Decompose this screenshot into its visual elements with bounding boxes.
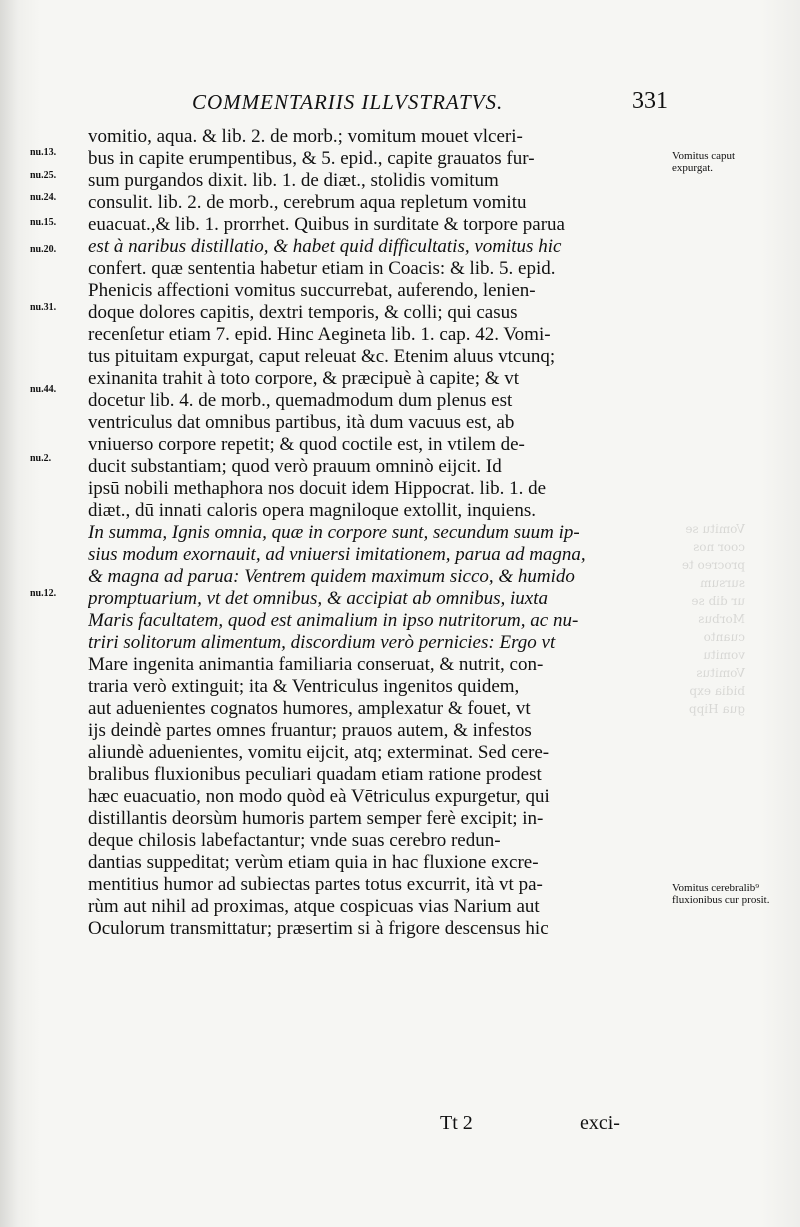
text-line: hæc euacuatio, non modo quòd eà Vētriculus expurgetur, qui [88, 786, 550, 807]
text-line: confert. quæ sententia habetur etiam in Coacis: & lib. 5. epid. [88, 258, 556, 279]
text-line: distillantis deorsùm humoris partem semper ferè excipit; in- [88, 808, 544, 829]
text-line: ducit substantiam; quod verò prauum omninò eijcit. Id [88, 456, 502, 477]
side-note: Vomitus caput expurgat. [672, 150, 736, 174]
text-line: est à naribus distillatio, & habet quid difficultatis, vomitus hic [88, 236, 562, 257]
margin-references [0, 0, 85, 1227]
bleed-through-text: Vomitu se coor nos procreo te sursum ur dib se Morbus cuanto vomitu Vomitus bidia exp gua Hipp [681, 522, 745, 716]
text-line: diæt., dū innati caloris opera magniloque extollit, inquiens. [88, 500, 537, 521]
text-line: docetur lib. 4. de morb., quemadmodum dum plenus est [88, 390, 513, 411]
margin-ref: nu.44. [30, 384, 57, 395]
text-line: mentitius humor ad subiectas partes totus excurrit, ità vt pa- [88, 874, 543, 895]
text-line: rùm aut nihil ad proximas, atque cospicuas vias Narium aut [88, 896, 540, 917]
margin-ref: nu.25. [30, 170, 57, 181]
text-line: aliundè aduenientes, vomitu eijcit, atq; exterminat. Sed cere- [88, 742, 550, 763]
text-line: consulit. lib. 2. de morb., cerebrum aqua repletum vomitu [88, 192, 527, 213]
margin-ref: nu.13. [30, 147, 57, 158]
text-line: triri solitorum alimentum, discordium verò pernicies: Ergo vt [88, 632, 556, 653]
text-line: Mare ingenita animantia familiaria conseruat, & nutrit, con- [88, 654, 544, 675]
text-line: bralibus fluxionibus peculiari quadam etiam ratione prodest [88, 764, 542, 785]
text-line: ipsū nobili methaphora nos docuit idem Hippocrat. lib. 1. de [88, 478, 547, 499]
text-line: ventriculus dat omnibus partibus, ità dum vacuus est, ab [88, 412, 515, 433]
text-line: vniuerso corpore repetit; & quod coctile est, in vtilem de- [88, 434, 525, 455]
text-line: & magna ad parua: Ventrem quidem maximum sicco, & humido [88, 566, 575, 587]
running-header [150, 86, 670, 120]
text-line: euacuat.,& lib. 1. prorrhet. Quibus in surditate & torpore parua [88, 214, 565, 235]
text-line: tus pituitam expurgat, caput releuat &c. Etenim aluus vtcunq; [88, 346, 556, 367]
text-line: aut aduenientes cognatos humores, amplexatur & fouet, vt [88, 698, 531, 719]
text-line: sum purgandos dixit. lib. 1. de diæt., stolidis vomitum [88, 170, 499, 191]
text-line: traria verò extinguit; ita & Ventriculus ingenitos quidem, [88, 676, 520, 697]
running-title: COMMENTARIIS ILLVSTRATVS. [192, 90, 504, 114]
text-line: vomitio, aqua. & lib. 2. de morb.; vomitum mouet vlceri- [88, 126, 523, 147]
text-line: Oculorum transmittatur; præsertim si à frigore descensus hic [88, 918, 549, 939]
text-line: bus in capite erumpentibus, & 5. epid., capite grauatos fur- [88, 148, 535, 169]
signature-mark: Tt 2 [440, 1112, 473, 1134]
margin-ref: nu.20. [30, 244, 57, 255]
margin-ref: nu.31. [30, 302, 57, 313]
text-line: Maris facultatem, quod est animalium in ipso nutritorum, ac nu- [88, 610, 579, 631]
catchword: exci- [580, 1112, 620, 1134]
page-footer [440, 1112, 640, 1142]
margin-ref: nu.2. [30, 453, 52, 464]
text-line: Phenicis affectioni vomitus succurrebat, auferendo, lenien- [88, 280, 536, 301]
text-line: doque dolores capitis, dextri temporis, & colli; qui casus [88, 302, 518, 323]
margin-ref: nu.24. [30, 192, 57, 203]
margin-ref: nu.12. [30, 588, 57, 599]
text-line: exinanita trahit à toto corpore, & præcipuè à capite; & vt [88, 368, 520, 389]
text-line: In summa, Ignis omnia, quæ in corpore sunt, secundum suum ip- [88, 522, 580, 543]
text-line: ijs deindè partes omnes fruantur; prauos autem, & infestos [88, 720, 532, 741]
text-line: recenſetur etiam 7. epid. Hinc Aegineta lib. 1. cap. 42. Vomi- [88, 324, 551, 345]
text-line: deque chilosis labefactantur; vnde suas cerebro redun- [88, 830, 501, 851]
text-line: dantias suppeditat; verùm etiam quia in hac fluxione excre- [88, 852, 539, 873]
side-note: Vomitus cerebralib⁹ fluxionibus cur prosit. [672, 882, 770, 906]
margin-ref: nu.15. [30, 217, 57, 228]
main-text-block [88, 126, 663, 940]
text-line: sius modum exornauit, ad vniuersi imitationem, parua ad magna, [88, 544, 586, 565]
page-number: 331 [632, 88, 668, 114]
text-line: promptuarium, vt det omnibus, & accipiat ab omnibus, iuxta [88, 588, 549, 609]
